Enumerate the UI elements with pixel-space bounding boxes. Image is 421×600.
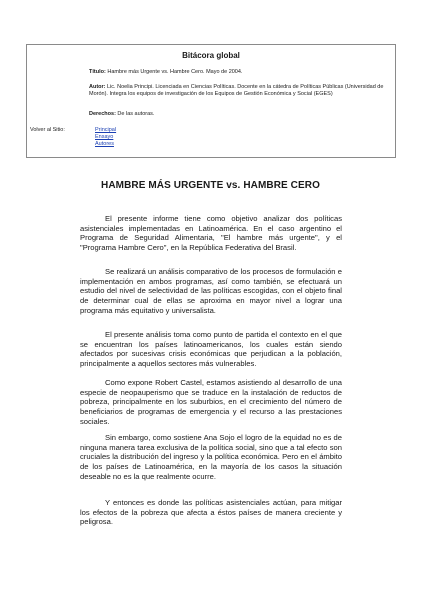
titulo-value: Hambre más Urgente vs. Hambre Cero. Mayo de 2004. xyxy=(105,69,243,75)
volver-label: Volver al Sitio: xyxy=(30,127,65,133)
paragraph-6: Y entonces es donde las políticas asistenciales actúan, para mitigar los efectos de la pobreza que afecta a éstos países de manera creciente y peligrosa. xyxy=(80,498,342,527)
autor-label: Autor: xyxy=(89,84,106,90)
paragraph-3: El presente análisis toma como punto de partida el contexto en el que se encuentran los países latinoamericanos, los cuales están siendo afectados por sucesivas crisis económicas que perjudican a la población, principalmente a aquellos sectores más vulnerables. xyxy=(80,330,342,369)
autor-value: Lic. Noelia Principi. Licenciada en Ciencias Políticas. Docente en la cátedra de Políticas Públicas (Universidad de Morón). Integra los equipos de investigación de los Equipos de Gestión Económica y Social (EGES) xyxy=(89,84,384,97)
paragraph-1: El presente informe tiene como objetivo analizar dos políticas asistenciales implementadas en Latinoamérica. En el caso argentino el Programa de Seguridad Alimentaria, "El hambre más urgente", y el "Programa Hambre Cero", en la República Federativa del Brasil. xyxy=(80,214,342,253)
paragraph-4: Como expone Robert Castel, estamos asistiendo al desarrollo de una especie de neopauperismo que se traduce en la instalación de reductos de pobreza, principalmente en los suburbios, en el crecimiento del número de beneficiarios de programas de emergencia y el recurso a las prestaciones sociales. xyxy=(80,378,342,426)
paragraph-5: Sin embargo, como sostiene Ana Sojo el logro de la equidad no es de ninguna manera tarea exclusiva de la política social, sino que a tal efecto son cruciales la distribución del ingreso y la política económica. Pero en el ámbito de los países de Latinoamérica, en la mayoría de los casos la situación deseable no es la que realmente ocurre. xyxy=(80,433,342,481)
derechos-value: De las autoras. xyxy=(115,111,155,117)
link-autores[interactable]: Autores xyxy=(95,141,114,147)
header-title: Bitácora global xyxy=(182,51,240,60)
link-principal[interactable]: Principal xyxy=(95,127,117,133)
titulo-label: Título: xyxy=(89,69,106,75)
meta-titulo xyxy=(89,69,389,76)
derechos-label: Derechos: xyxy=(89,111,116,117)
header-box xyxy=(26,44,396,158)
meta-derechos xyxy=(89,111,389,118)
link-ensayo[interactable]: Ensayo xyxy=(95,134,114,140)
paragraph-2: Se realizará un análisis comparativo de los procesos de formulación e implementación en ambos programas, así como también, se efectuará un estudio del nivel de selectividad de las políticas escogidas, con el objeto final de determinar cual de ellas se aproxima en mayor nivel a lograr una programa más equitativo y universalista. xyxy=(80,267,342,315)
document-title: HAMBRE MÁS URGENTE vs. HAMBRE CERO xyxy=(101,180,320,191)
nav-links xyxy=(95,127,116,148)
meta-autor xyxy=(89,84,389,98)
